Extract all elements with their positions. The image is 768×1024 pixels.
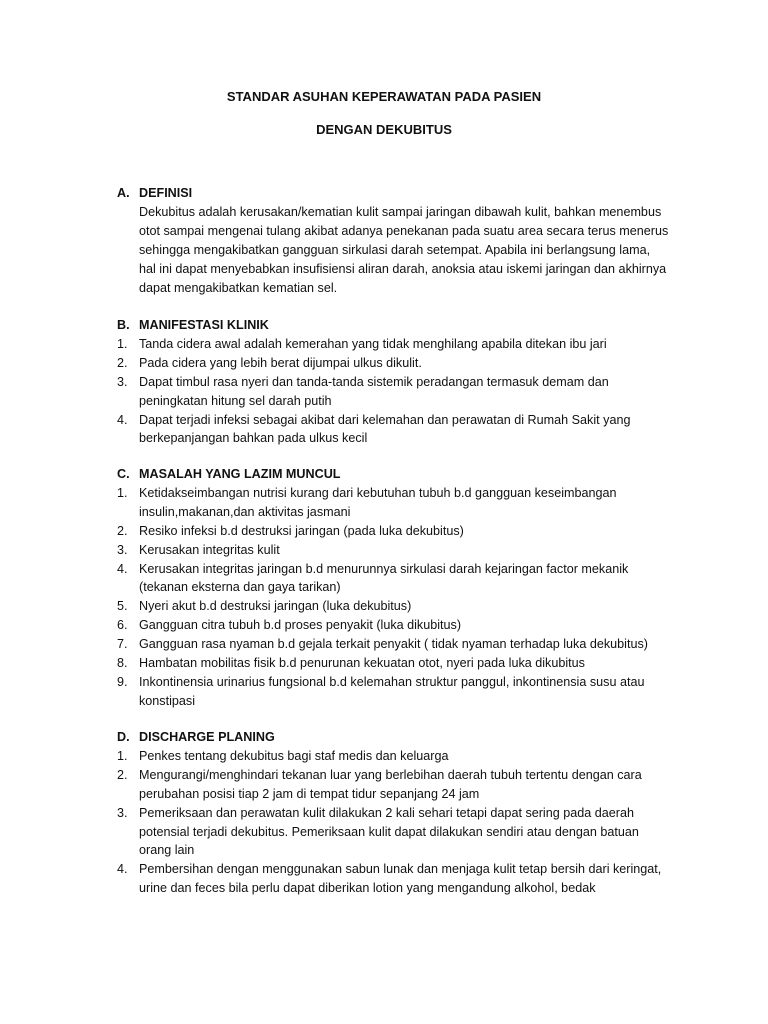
list-number: 1. — [117, 485, 128, 500]
section-letter: C. — [117, 467, 130, 481]
list-item-text: Dapat terjadi infeksi sebagai akibat dari kelemahan dan perawatan di Rumah Sakit yang berkepanjangan bahkan pada ulkus kecil — [139, 412, 631, 446]
numbered-list — [0, 335, 768, 448]
list-number: 4. — [117, 862, 128, 877]
section-letter: A. — [117, 186, 130, 200]
list-number: 5. — [117, 599, 128, 614]
list-number: 3. — [117, 805, 128, 820]
list-item — [117, 766, 669, 804]
section-heading — [0, 728, 768, 747]
document-title-line-2: DENGAN DEKUBITUS — [316, 122, 452, 137]
section-heading — [0, 184, 768, 203]
numbered-list — [0, 484, 768, 711]
list-item — [117, 484, 669, 522]
list-item — [117, 747, 669, 766]
list-item — [117, 541, 669, 560]
list-item — [117, 335, 669, 354]
list-number: 8. — [117, 656, 128, 671]
list-item — [117, 560, 669, 598]
section-title: DISCHARGE PLANING — [139, 730, 275, 744]
definition-paragraph: Dekubitus adalah kerusakan/kematian kulit sampai jaringan dibawah kulit, bahkan menembus otot sampai mengenai tulang akibat adanya penekanan pada suatu area secara terus menerus sehingga mengakibatkan gangguan sirkulasi darah setempat. Apabila ini berlangsung lama, hal ini dapat menyebabkan insufisiensi aliran darah, anoksia atau iskemi jaringan dan akhirnya dapat mengakibatkan kematian sel. — [139, 204, 669, 295]
list-item — [117, 635, 669, 654]
list-item — [117, 654, 669, 673]
list-item — [117, 597, 669, 616]
list-item-text: Pembersihan dengan menggunakan sabun lunak dan menjaga kulit tetap bersih dari keringat, urine dan feces bila perlu dapat diberikan lotion yang mengandung alkohol, bedak — [139, 862, 662, 896]
list-number: 4. — [117, 412, 128, 427]
list-item-text: Penkes tentang dekubitus bagi staf medis dan keluarga — [139, 748, 449, 763]
list-item-text: Pemeriksaan dan perawatan kulit dilakukan 2 kali sehari tetapi dapat sering pada daerah potensial terjadi dekubitus. Pemeriksaan kulit dapat dilakukan sendiri atau dengan batuan orang lain — [139, 805, 639, 858]
list-item — [117, 411, 669, 449]
list-item-text: Tanda cidera awal adalah kemerahan yang tidak menghilang apabila ditekan ibu jari — [139, 336, 607, 351]
section-title: DEFINISI — [139, 186, 193, 200]
list-item-text: Hambatan mobilitas fisik b.d penurunan kekuatan otot, nyeri pada luka dikubitus — [139, 656, 585, 671]
section-title: MANIFESTASI KLINIK — [139, 318, 269, 332]
list-number: 1. — [117, 748, 128, 763]
document-title-line-1: STANDAR ASUHAN KEPERAWATAN PADA PASIEN — [226, 89, 542, 104]
list-number: 2. — [117, 523, 128, 538]
section-title: MASALAH YANG LAZIM MUNCUL — [139, 467, 341, 481]
section-heading — [0, 316, 768, 335]
list-item — [117, 804, 669, 861]
section-masalah-yang-lazim-muncul — [0, 465, 768, 711]
section-discharge-planing — [0, 728, 768, 898]
list-item — [117, 673, 669, 711]
list-item — [117, 373, 669, 411]
list-number: 1. — [117, 336, 128, 351]
list-number: 3. — [117, 542, 128, 557]
list-number: 7. — [117, 637, 128, 652]
list-item — [117, 522, 669, 541]
list-item-text: Dapat timbul rasa nyeri dan tanda-tanda sistemik peradangan termasuk demam dan peningkatan hitung sel darah putih — [139, 374, 609, 408]
list-item-text: Gangguan rasa nyaman b.d gejala terkait penyakit ( tidak nyaman terhadap luka dekubitus) — [139, 637, 648, 652]
list-number: 4. — [117, 561, 128, 576]
section-letter: D. — [117, 730, 130, 744]
list-number: 6. — [117, 618, 128, 633]
list-item-text: Pada cidera yang lebih berat dijumpai ulkus dikulit. — [139, 355, 422, 370]
list-item-text: Kerusakan integritas jaringan b.d menurunnya sirkulasi darah kejaringan factor mekanik (tekanan eksterna dan gaya tarikan) — [139, 561, 629, 595]
list-item — [117, 616, 669, 635]
section-letter: B. — [117, 318, 130, 332]
list-item-text: Ketidakseimbangan nutrisi kurang dari kebutuhan tubuh b.d gangguan keseimbangan insulin,makanan,dan aktivitas jasmani — [139, 485, 617, 519]
section-heading — [0, 465, 768, 484]
list-number: 2. — [117, 355, 128, 370]
list-item-text: Mengurangi/menghindari tekanan luar yang berlebihan daerah tubuh tertentu dengan cara perubahan posisi tiap 2 jam di tempat tidur sepanjang 24 jam — [139, 767, 642, 801]
numbered-list — [0, 747, 768, 898]
list-item — [117, 354, 669, 373]
list-number: 2. — [117, 767, 128, 782]
section-manifestasi-klinik — [0, 316, 768, 448]
list-item-text: Resiko infeksi b.d destruksi jaringan (pada luka dekubitus) — [139, 523, 464, 538]
list-item-text: Nyeri akut b.d destruksi jaringan (luka dekubitus) — [139, 599, 412, 614]
list-item-text: Inkontinensia urinarius fungsional b.d kelemahan struktur panggul, inkontinensia susu atau konstipasi — [139, 674, 645, 708]
list-item-text: Gangguan citra tubuh b.d proses penyakit (luka dikubitus) — [139, 618, 462, 633]
list-item — [117, 860, 669, 898]
section-definisi — [0, 184, 768, 297]
list-item-text: Kerusakan integritas kulit — [139, 542, 280, 557]
list-number: 9. — [117, 674, 128, 689]
list-number: 3. — [117, 374, 128, 389]
